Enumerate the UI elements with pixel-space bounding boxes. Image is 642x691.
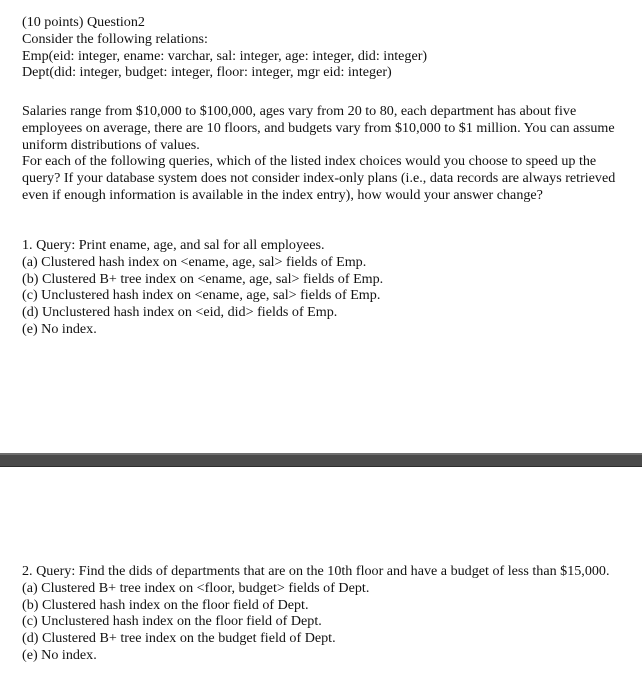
query-2-title: 2. Query: Find the dids of departments that are on the 10th floor and have a budget of less than $15,000. xyxy=(22,563,610,579)
query-1-option-e: (e) No index. xyxy=(22,320,97,337)
problem-description xyxy=(22,103,622,204)
query-1-option-b: (b) Clustered B+ tree index on <ename, age, sal> fields of Emp. xyxy=(22,270,384,287)
query-2-option-d: (d) Clustered B+ tree index on the budget field of Dept. xyxy=(22,630,336,647)
question-header-section xyxy=(22,14,622,81)
relation-dept: Dept(did: integer, budget: integer, floor: integer, mgr eid: integer) xyxy=(22,64,392,81)
page-divider xyxy=(0,453,642,467)
query-2-section xyxy=(22,563,622,664)
query-2-option-b: (b) Clustered hash index on the floor field of Dept. xyxy=(22,596,309,613)
query-1-section xyxy=(22,237,622,338)
query-1-option-c: (c) Unclustered hash index on <ename, age, sal> fields of Emp. xyxy=(22,287,381,304)
query-1-option-a: (a) Clustered hash index on <ename, age, sal> fields of Emp. xyxy=(22,253,367,270)
query-2-option-e: (e) No index. xyxy=(22,646,97,663)
instructions-paragraph: For each of the following queries, which of the listed index choices would you choose to speed up the query? If your database system does not consider index-only plans (i.e., data records are always retrieved even if enough information is available in the index entry), how would your answer change? xyxy=(22,153,616,203)
query-2-option-c: (c) Unclustered hash index on the floor field of Dept. xyxy=(22,613,322,630)
relation-emp: Emp(eid: integer, ename: varchar, sal: integer, age: integer, did: integer) xyxy=(22,47,428,64)
query-2-option-a: (a) Clustered B+ tree index on <floor, budget> fields of Dept. xyxy=(22,579,370,596)
query-1-option-d: (d) Unclustered hash index on <eid, did> fields of Emp. xyxy=(22,304,338,321)
assumptions-paragraph: Salaries range from $10,000 to $100,000, ages vary from 20 to 80, each department has about five employees on average, there are 10 floors, and budgets vary from $10,000 to $1 million. You can assume uniform distributions of values. xyxy=(22,103,615,153)
question-title: (10 points) Question2 xyxy=(22,14,145,30)
query-1-title: 1. Query: Print ename, age, and sal for all employees. xyxy=(22,237,325,253)
relations-intro: Consider the following relations: xyxy=(22,30,208,47)
